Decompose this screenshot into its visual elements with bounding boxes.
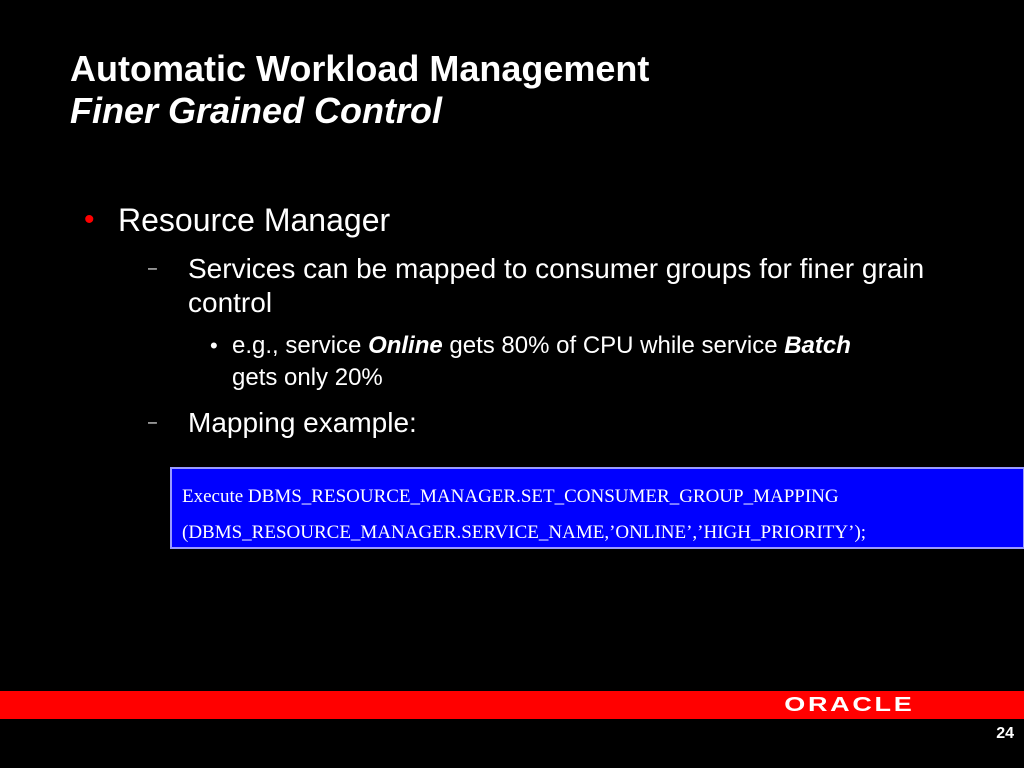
example-online: Online xyxy=(368,332,443,359)
footer-red-bar xyxy=(0,691,1024,719)
subsubbullet-example xyxy=(210,330,852,394)
slide-title-block xyxy=(70,48,649,132)
page-number: 24 xyxy=(996,725,1014,742)
code-line-2: (DBMS_RESOURCE_MANAGER.SERVICE_NAME,’ONLINE’,’HIGH_PRIORITY’); xyxy=(182,522,867,543)
slide-subtitle: Finer Grained Control xyxy=(70,90,443,131)
slide-title: Automatic Workload Management xyxy=(70,48,650,89)
subbullet-text: Mapping example: xyxy=(188,407,417,438)
subbullet-services-mapping xyxy=(148,252,948,320)
example-prefix: e.g., service xyxy=(232,332,369,359)
bullet-resource-manager xyxy=(84,200,964,240)
bullet-dot: • xyxy=(210,333,218,358)
code-example-box xyxy=(170,467,1024,549)
subbullet-text: Services can be mapped to consumer groups for finer grain control xyxy=(188,253,925,318)
example-mid: gets 80% of CPU while service xyxy=(442,332,785,359)
bullet-list xyxy=(84,200,964,440)
bullet-text: Resource Manager xyxy=(118,202,391,238)
dash-marker: – xyxy=(148,414,157,431)
oracle-logo-text: ORACLE xyxy=(783,693,914,716)
code-line-1: Execute DBMS_RESOURCE_MANAGER.SET_CONSUMER_GROUP_MAPPING xyxy=(182,486,839,507)
bullet-dot: • xyxy=(84,203,95,236)
dash-marker: – xyxy=(148,260,157,277)
example-batch: Batch xyxy=(784,332,851,359)
subbullet-mapping-example xyxy=(148,406,948,440)
example-suffix: gets only 20% xyxy=(232,364,383,391)
oracle-logo xyxy=(783,691,914,719)
